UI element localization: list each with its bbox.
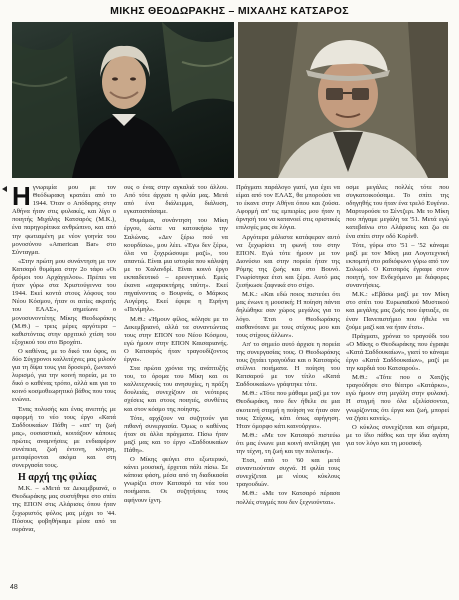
paragraph: Τότε, αρχίζουν να συζητούν για πιθανή συνεργασία. Όμως ο καθένας ήταν σε άλλα πράγματα. Πίσω ήταν μαζί μας και το έργο «Σαδδουκαίων Πάθη».	[124, 414, 228, 454]
article-column-1	[12, 184, 116, 582]
paragraph: Πράγματι παράλογο γιατί, για έχει να είμαι από τον ΕΛΑΣ, θα μπορούσε να το έκανε στην Αθήνα όπου και ζούσα. Αφορμή απ' τις εμπειρίες μου ήταν η άρνησή του να κατανοεί στις οριστικές επιλογές μας σε λόγια.	[236, 184, 340, 232]
lead-paragraph	[12, 184, 116, 257]
paragraph: Μ.Θ.: «Με τον Κατσαρό πέρασα πολλές στιγμές που δεν ξεχνιούνται».	[236, 490, 340, 506]
page-number: 48	[10, 584, 18, 591]
paragraph: Αργότερα μάλιστα κατάφεραν αυτό να ξεχωρίσει τη φωνή του στην ΕΠΟΝ. Εγώ τότε ήμουν με τον Διονύσιο και στην πορεία ήταν της Ρόμης της ζωής και στο Βουνό. Γνωρίστηκα έτσι και ξέρα. Αυτό μας ξεσήκωσε ξαφνικά στο στίχο.	[236, 233, 340, 290]
paragraph: Στα πρώτα χρόνια της ανάπτυξής του, το όρομα του Μίκη και οι καλλιτεχνικές του ανησυχίες, η πράξη δουλειάς, συνεχίζουν σε νεότερες σχέσεις και στους ποιητές, συνθέτες και στον κόσμο της ποίησης.	[124, 365, 228, 413]
lead-text: γνωριμία μου με τον Θεόδωρακη κρατάει από το 1944. Όταν ο Απόδαρης στην Αθήνα ήταν στις φυλακές, και λίγο ο ποιητής Μιχάλης Κατσαρός (Μ.Κ.), ένα παρηγορίτικα ανθρώπινο, και από την φωτιαμένη με νέον γοηνία του μονοσύνου «American Bar» στο Σύνταγμα.	[12, 184, 116, 256]
paragraph: Μ.Κ. – «Μετά τα Δεκεμβριανά, ο Θεοδωράκης μας συστήθηκε στο σπίτι της ΕΠΟΝ στις Αλάρισες όπου ήταν ξεχωριστός φύλος μας μέχρι το '44. Πόσους φοβηθήκαμε μέσα από τα ουράνια,	[12, 485, 116, 533]
paragraph: Ο Μίκης φεύγει στο εξωτερικό, κάνει μουσική, έρχεται πάλι πίσω. Σε κάποια φάση, μέσα από τη διαδικασία γνωρίζει στον Κατσαρό τα νέα του ποιήματα. Οι συζητήσεις τους αφήνουν ίχνη.	[124, 456, 228, 504]
paragraph: οσμε μεγάλες πολλές τότε που συγκατοικούσαμε. Το σπίτι της οδηγηθής του ήταν ένα τρελό Ευγένιο. Μαρτυρούσε το Σέντζερι. Με το Μίκη που πήγαμε μεγάλη τα '51. Μετά εγώ κατεβαίνω στο Αλάρισες και ζω σε ένα σπίτι στην οδό Κορίνθ.	[346, 184, 449, 240]
paragraph: Έτσι, από το '60 και μετά συναντιούνταν συχνά. Η φιλία τους συνεχίζεται με νέους κύκλους τραγουδιών.	[236, 457, 340, 489]
paragraph: Τότε, γύρω στο '51 – '52 κάναμε μαζί με τον Μίκη μια Λογοτεχνική εκπομπή στο ραδιόφωνο γύρω από τον Σολωμό. Ο Κατσαρός έγραφε στον ποιητή, τον Ενδεχόμενο με διάφορες συναντήσεις.	[346, 241, 449, 290]
paragraph: Ο κύκλος συνεχίζεται και σήμερα, με το ίδιο πάθος και την ίδια αγάπη για τον λόγο και τη μουσική.	[346, 423, 449, 447]
article-header: ΜΙΚΗΣ ΘΕΟΔΩΡΑΚΗΣ – ΜΙΧΑΛΗΣ ΚΑΤΣΑΡΟΣ	[110, 5, 349, 17]
paragraph: Μ.Θ.: «Τότε που ο Χατζής τραγούδησε στο θέατρο «Κατάρκο», εγώ ήμουν στη μεγάλη στην φυλακή. Η στιγμή που όλα εξελίσσονται, γνωρίζοντας ότι έργα και ζωή, μπορεί να ζήσει κανείς».	[346, 374, 449, 422]
section-subheading: Η αρχή της φιλίας	[18, 472, 97, 484]
paragraph: Θυμάμαι, συνάντηση του Μίκη έργου, ώστε να κατοικήσω την Σαλώνας. «Δεν ξέρω πού να κουρδίσω», μου λέει. «Έγω δεν ξέρω, όλα να ξοχιρώσουμε μαζί», του απαντώ. Είναι μια ιστορία που κάλυψη με το Χαλανδρί. Είναι κοινό έργο εκπαιδευτικό – ερευνητικό. Εμείς έκανα «αχαρακτήρης ταύτη». Εκεί πηγαίνοντας ο Βουρνάς, ο Μάρκος Αυγέρης. Εκεί έφερε η Ειρήνη «Πενίμηλ».	[124, 217, 228, 314]
lead-marker-icon	[2, 186, 7, 192]
article-column-2	[124, 184, 228, 582]
paragraph: Μ.Θ.: «Ήμουν φίλος, κόλησε με το Δεκεμβριανό, αλλά τα συναντώντας τους στην ΕΠΟΝ του Νέου Κόσμου, εγώ ήμουν στην ΕΠΟΝ Καισαριανής. Ο Κατσαρός ήταν τραγουδίζοντος έργα».	[124, 315, 228, 363]
paragraph: «Στην πρώτη μου συνάντηση με τον Κατσαρό θυμάμαι στην 2ο τάφο «Οι δρόμοι του Αρχάγγελου». Πρέπει να ήταν γύρω στα Χριστούγεννα του 1944. Εκεί κοντά στους λόφους του Νέου Κόσμου, ήταν οι αιτίες ακριτής του ΕΛΑΣ», σημείωνε ο μονοσυνοντέτης Μίκης Θεοδωράκης (Μ.Θ.) – τρεις μέρες αργότερα – καθιστόντας στην αρχιτικό χτίση του εξοχικού του στο Βροχάτι.	[12, 257, 116, 346]
article-column-4	[346, 184, 449, 582]
paragraph: Πράγματι, χρόνια το τραγούδι του «Ο Μίκης ο Θεοδωράκης που έγραψε «Κατά Σαδδουκαίων», γιατί το κάναμε έργο «Κατά Σαδδουκαίων», μαζί με την καρδιά του Κατσαρού».	[346, 332, 449, 373]
photo-theodorakis	[12, 22, 234, 178]
paragraph: Μ.Κ.: «Και εδώ ποιος πιστεύει ότι μας ένωνε η μουσική; Η ποίηση πάντα δηλώθηκε σαν χώρος μεγάλος για το λόγο. Έτσι ο Θεοδωράκης αισθανότανε με τους στίχους μου και τους στίχους άλλων».	[236, 291, 340, 339]
paragraph: Απ' το σημείο αυτό άρχισε η πορεία της συνεργασίας τους. Ο Θεοδωράκης τους ζητάει τραγούδια και ο Κατσαρός στέλνει ποιήματα. Η ποίηση του Κατσαρού με τον τίτλο «Κατά Σαδδουκαίων» γράφτηκε τότε.	[236, 340, 340, 389]
photo-katsaros-image	[238, 22, 448, 178]
paragraph: Μ.Θ.: «Τότε που μάθαμε μαζί με τον Θεοδωράκη, που δεν ήθελε σε μια σκοτεινή στιγμή η ποίηση να ήταν σαν τους Στίχους, κάτι όπως αφήγηση. Ήταν όμορφο κάτι καινούργιο».	[236, 390, 340, 430]
paragraph: Μ.Θ.: «Με τον Κατσαρό πιστεύω ότι μας ένωνε μια κοινή αντίληψη για την τέχνη, τη ζωή και την πολιτική».	[236, 431, 340, 455]
photo-theodorakis-image	[12, 22, 234, 178]
paragraph: Ένας πολυσής και ένας ανεπτής με αφορμή το νέο τους έργο «Κατά Σαδδουκαίων Πάθη – «απ' τη ζωή μας», ουσιαστικά, κοιτάζουν κάποιες πρώτες αναμνήσεις με ενδιαφέρον συνέπεια, ζωή έντονη, κίνηση, μεταφέρονται ακόμα και στη συνεργασία τους.	[12, 405, 116, 470]
article-body	[12, 184, 449, 582]
paragraph: Ο καθένας, με το δικό του ύφος, οι δύο Σύγχρονοι καλλιτέχνες μας μιλούν για τη δίψα τους για δροσερό, ζωντανό λυρισμό, για την κοινή πορεία, με το δικό ο καθένας τρόπο, αλλά και για το κοινό κοσμοθεωρητικό βάθος που τους ενώνει.	[12, 347, 116, 404]
article-column-3	[236, 184, 340, 582]
photo-katsaros	[238, 22, 448, 178]
paragraph: Μ.Κ.: «Εβάσω μαζί με τον Μίκη στο σπίτι του Ευρωπαϊκού Μυστικού και μεγάλης μας ζωής που έφτιαξε, σε έναν Πανεπιστήμιο που ήθελε να ζούμε μαζί και να ήταν έτσι».	[346, 291, 449, 331]
paragraph: ους ο ένας στην αγκαλιά του άλλου. Από τότε άρχισε η φιλία μας. Μετά από ένα διάλειμμα, διάλυση, εγκατασπάσαμε.	[124, 184, 228, 216]
dropcap: Η	[12, 184, 31, 211]
